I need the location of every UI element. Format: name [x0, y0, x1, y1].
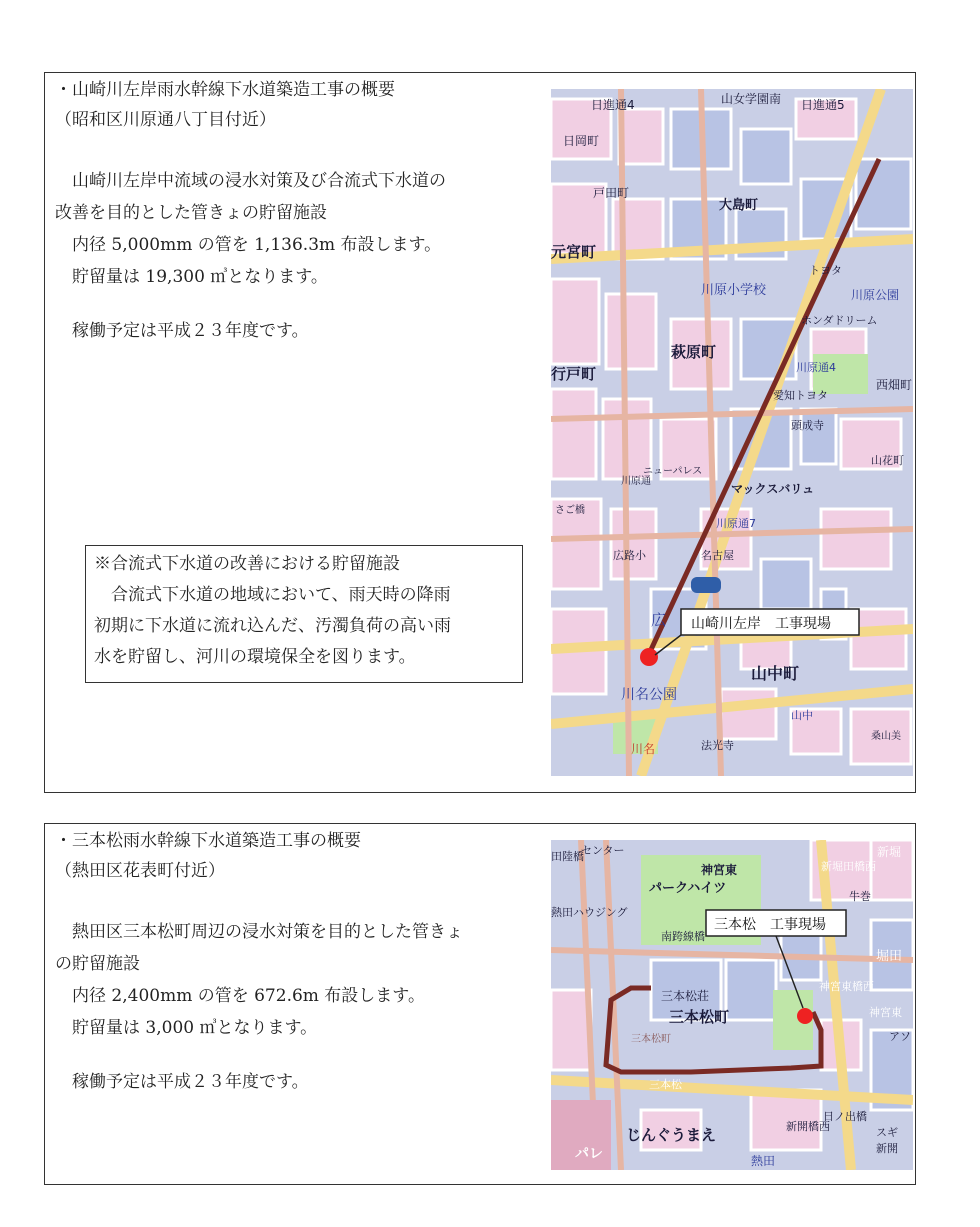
map1-label: 戸田町: [593, 186, 630, 200]
map1-label: 法光寺: [701, 739, 734, 752]
note-line-1: 合流式下水道の地域において、雨天時の降雨: [94, 585, 451, 605]
map1-label: 川原小学校: [701, 283, 767, 298]
map1-label: ニューパレス: [643, 466, 703, 477]
map2-label: 田陸橋: [551, 850, 584, 863]
map2-label: 新開: [876, 1142, 898, 1155]
map1-label: 名古屋: [701, 549, 734, 562]
map2-label: 三本松町: [669, 1008, 730, 1026]
map1-label: 西畑町: [876, 378, 913, 392]
map2-label: パークハイツ: [649, 881, 727, 896]
map1-label: 日進通5: [801, 98, 845, 112]
map1-label: 愛知トヨタ: [773, 389, 828, 402]
map1-label: 山中町: [751, 664, 800, 683]
section-1-location: （昭和区川原通八丁目付近）: [55, 110, 276, 130]
map1-label: 日岡町: [563, 134, 600, 148]
section-1-body-line-2: 改善を目的とした管きょの貯留施設: [55, 203, 327, 223]
map2-site-label: 三本松 工事現場: [714, 917, 826, 933]
section-1-panel: [44, 72, 916, 793]
map2-label: スギ: [876, 1126, 898, 1139]
section-2-title: ・三本松雨水幹線下水道築造工事の概要: [55, 831, 361, 851]
map1-label: 行戸町: [551, 365, 597, 383]
map2-label: 神宮東: [701, 863, 738, 877]
map1-label: さご橋: [555, 505, 585, 516]
map2-label: 新堀: [877, 845, 902, 859]
map1-label: 広: [651, 611, 667, 629]
map2-label: センター: [581, 844, 625, 857]
map1-label: 頭成寺: [791, 419, 824, 432]
map2-label: 新開橋西: [786, 1120, 830, 1133]
map2-label: 神宮東橋西: [819, 980, 874, 993]
map1-label: 広路小: [613, 549, 646, 562]
map2-label: パレ: [575, 1146, 603, 1162]
map1-label: 日進通4: [591, 98, 635, 112]
note-box: [85, 545, 523, 683]
section-2-body-line-3: 内径 2,400mm の管を 672.6m 布設します。: [55, 986, 425, 1006]
section-1-body-line-1: 山崎川左岸中流域の浸水対策及び合流式下水道の: [55, 171, 446, 191]
map1-label: 元宮町: [551, 243, 597, 261]
map1-label: 山中: [791, 709, 813, 722]
map2-label: 熱田: [751, 1154, 776, 1168]
map2-label: 熱田ハウジング: [551, 906, 628, 919]
map1-label: 桑山美: [871, 731, 901, 742]
section-2-body-line-1: 熱田区三本松町周辺の浸水対策を目的とした管きょ: [55, 922, 463, 942]
map2-label: 三本松町: [631, 1034, 671, 1045]
map2-label: 三本松荘: [661, 989, 710, 1003]
map1-label: 川名公園: [621, 687, 677, 703]
map1-site-label: 山崎川左岸 工事現場: [691, 616, 831, 632]
map1-label: 山女学園南: [721, 92, 782, 106]
map2-label: 三本松: [649, 1078, 682, 1091]
section-2-location: （熱田区花表町付近）: [55, 861, 225, 881]
note-title: ※合流式下水道の改善における貯留施設: [94, 554, 400, 574]
map2-label: アソ: [889, 1030, 911, 1043]
map2-label: 神宮東: [869, 1006, 902, 1019]
map1-label: ホンダドリーム: [801, 314, 878, 327]
map1-label: 山花町: [871, 454, 904, 467]
map1-label: 大島町: [719, 198, 759, 213]
map2-label: 新堀田橋西: [821, 860, 876, 873]
map1-label: マックスバリュ: [731, 482, 815, 496]
section-2-panel: [44, 823, 916, 1185]
map1-label: 川原通4: [796, 361, 836, 374]
map1-label: 川名: [631, 742, 656, 756]
section-1-body-line-3: 内径 5,000mm の管を 1,136.3m 布設します。: [55, 235, 442, 255]
map1-label: 川原公園: [851, 288, 900, 302]
map2-label: 堀田: [876, 949, 903, 964]
map2-label: じんぐうまえ: [626, 1126, 717, 1144]
section-2-body-line-4: 貯留量は 3,000 ㎥となります。: [55, 1018, 318, 1038]
map1-label: 川原通7: [716, 517, 756, 530]
section-1-body-line-4: 貯留量は 19,300 ㎥となります。: [55, 267, 328, 287]
map-yamazaki-site: [551, 89, 913, 776]
map2-label: 日ノ出橋: [823, 1110, 867, 1123]
section-2-schedule: 稼働予定は平成２３年度です。: [55, 1072, 309, 1092]
map2-label: 牛巻: [849, 890, 871, 903]
map-sanbonmatsu-site: [551, 840, 913, 1170]
section-2-body-line-2: の貯留施設: [55, 954, 140, 974]
map1-label: 川原通: [621, 476, 651, 487]
map1-label: トヨタ: [809, 264, 842, 277]
note-line-2: 初期に下水道に流れ込んだ、汚濁負荷の高い雨: [94, 616, 451, 636]
section-1-title: ・山崎川左岸雨水幹線下水道築造工事の概要: [55, 80, 395, 100]
note-line-3: 水を貯留し、河川の環境保全を図ります。: [94, 647, 416, 667]
section-1-schedule: 稼働予定は平成２３年度です。: [55, 321, 309, 341]
map2-label: 南跨線橋: [661, 930, 705, 943]
map1-label: 萩原町: [671, 343, 717, 361]
